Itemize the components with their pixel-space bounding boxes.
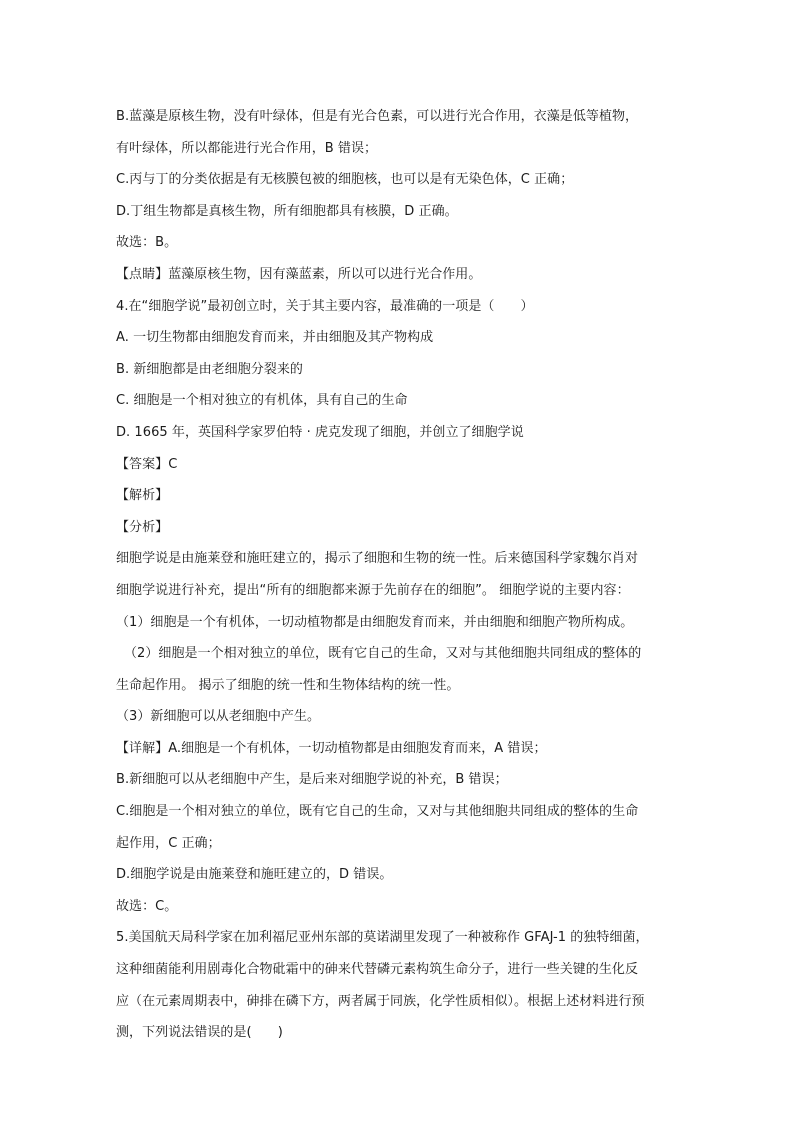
- text-line: 起作用，C 正确；: [116, 835, 221, 851]
- text-line: D.细胞学说是由施莱登和施旺建立的，D 错误。: [116, 867, 393, 883]
- text-line: 细胞学说是由施莱登和施旺建立的，揭示了细胞和生物的统一性。后来德国科学家魏尔肖对: [116, 551, 639, 567]
- text-line: （2）细胞是一个相对独立的单位，既有它自己的生命，又对与其他细胞共同组成的整体的: [124, 646, 642, 662]
- text-line: 有叶绿体，所以都能进行光合作用，B 错误；: [116, 140, 378, 156]
- text-line: B.新细胞可以从老细胞中产生，是后来对细胞学说的补充，B 错误；: [116, 772, 508, 788]
- option-b: B. 新细胞都是由老细胞分裂来的: [116, 361, 303, 377]
- question-stem: 5.美国航天局科学家在加利福尼亚州东部的莫诺湖里发现了一种被称作 GFAJ-1 的独特细菌，: [116, 930, 649, 946]
- document-body: [116, 101, 686, 1049]
- text-line: C.丙与丁的分类依据是有无核膜包被的细胞核，也可以是有无染色体，C 正确；: [116, 172, 574, 188]
- question-stem: 4.在“细胞学说”最初创立时，关于其主要内容，最准确的一项是（ ）: [116, 298, 534, 314]
- analysis-subheading: 【分析】: [116, 519, 169, 535]
- option-c: C. 细胞是一个相对独立的有机体，具有自己的生命: [116, 393, 408, 409]
- text-line: 这种细菌能利用剧毒化合物砒霜中的砷来代替磷元素构筑生命分子，进行一些关键的生化反: [116, 962, 639, 978]
- detail-line: 【详解】A.细胞是一个有机体，一切动植物都是由细胞发育而来，A 错误；: [116, 740, 547, 756]
- option-d: D. 1665 年，英国科学家罗伯特 · 虎克发现了细胞，并创立了细胞学说: [116, 424, 524, 440]
- text-line: 细胞学说进行补充，提出“所有的细胞都来源于先前存在的细胞”。 细胞学说的主要内容：: [116, 582, 630, 598]
- text-line: C.细胞是一个相对独立的单位，既有它自己的生命，又对与其他细胞共同组成的整体的生命: [116, 804, 639, 820]
- text-line: D.丁组生物都是真核生物，所有细胞都具有核膜，D 正确。: [116, 203, 458, 219]
- text-line: 生命起作用。 揭示了细胞的统一性和生物体结构的统一性。: [116, 677, 460, 693]
- text-line: 故选：C。: [116, 898, 178, 914]
- text-line: 测，下列说法错误的是( ): [116, 1025, 283, 1041]
- text-line: B.蓝藻是原核生物，没有叶绿体，但是有光合色素，可以进行光合作用，衣藻是低等植物，: [116, 109, 639, 124]
- answer-line: 【答案】C: [116, 456, 178, 472]
- text-line: （3）新细胞可以从老细胞中产生。: [116, 709, 321, 725]
- analysis-heading: 【解析】: [116, 488, 169, 504]
- comment-line: 【点睛】蓝藻原核生物，因有藻蓝素，所以可以进行光合作用。: [116, 266, 482, 282]
- text-line: （1）细胞是一个有机体，一切动植物都是由细胞发育而来，并由细胞和细胞产物所构成。: [116, 614, 634, 630]
- option-a: A. 一切生物都由细胞发育而来，并由细胞及其产物构成: [116, 330, 434, 346]
- text-line: 故选：B。: [116, 235, 178, 251]
- text-line: 应（在元素周期表中，砷排在磷下方，两者属于同族，化学性质相似）。根据上述材料进行预: [116, 993, 645, 1009]
